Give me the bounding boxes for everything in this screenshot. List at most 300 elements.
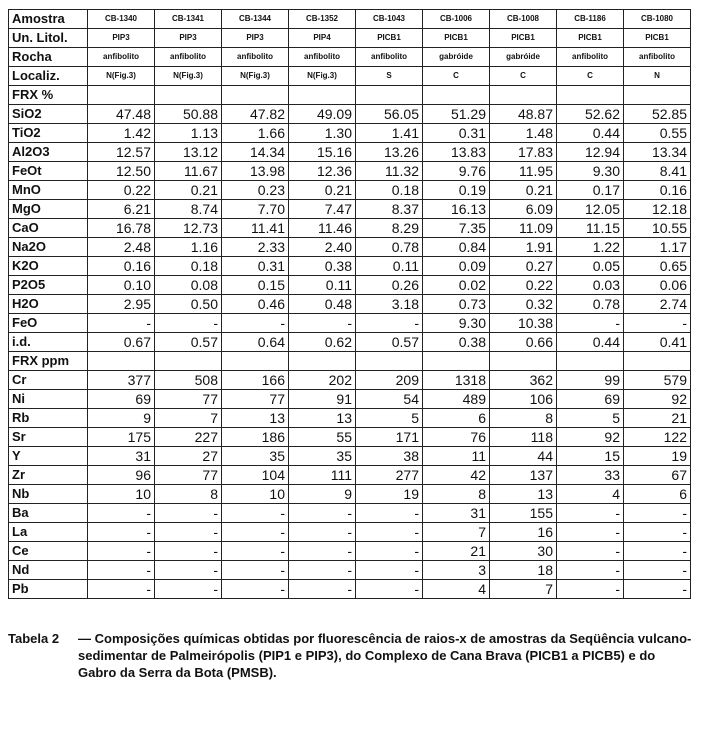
table-cell: 0.15 — [222, 276, 289, 295]
table-cell: 0.57 — [356, 333, 423, 352]
section-label: FRX % — [9, 86, 88, 105]
table-cell: anfibolito — [557, 48, 624, 67]
table-row — [9, 523, 691, 542]
table-cell: PICB1 — [557, 29, 624, 48]
table-cell: 76 — [423, 428, 490, 447]
empty-cell — [490, 86, 557, 105]
table-row — [9, 29, 691, 48]
table-cell: - — [624, 561, 691, 580]
table-cell: - — [624, 580, 691, 599]
table-cell: - — [356, 504, 423, 523]
table-cell: anfibolito — [624, 48, 691, 67]
table-cell: 7.70 — [222, 200, 289, 219]
table-cell: 11.41 — [222, 219, 289, 238]
row-label: TiO2 — [9, 124, 88, 143]
table-cell: 2.74 — [624, 295, 691, 314]
row-label: Ni — [9, 390, 88, 409]
empty-cell — [289, 352, 356, 371]
row-label: CaO — [9, 219, 88, 238]
table-cell: C — [557, 67, 624, 86]
empty-cell — [88, 352, 155, 371]
table-cell: - — [222, 542, 289, 561]
table-cell: PIP3 — [222, 29, 289, 48]
table-cell: 0.38 — [289, 257, 356, 276]
table-cell: 47.82 — [222, 105, 289, 124]
table-cell: 21 — [624, 409, 691, 428]
table-cell: 1.41 — [356, 124, 423, 143]
table-cell: 0.26 — [356, 276, 423, 295]
table-cell: 12.94 — [557, 143, 624, 162]
empty-cell — [155, 86, 222, 105]
table-cell: 2.40 — [289, 238, 356, 257]
table-cell: 155 — [490, 504, 557, 523]
table-cell: 2.95 — [88, 295, 155, 314]
table-cell: 9.30 — [423, 314, 490, 333]
table-cell: 0.73 — [423, 295, 490, 314]
table-cell: - — [624, 542, 691, 561]
table-cell: 0.50 — [155, 295, 222, 314]
table-cell: 171 — [356, 428, 423, 447]
table-cell: - — [289, 542, 356, 561]
table-cell: 137 — [490, 466, 557, 485]
table-cell: 11.09 — [490, 219, 557, 238]
table-cell: 4 — [423, 580, 490, 599]
row-label: Ce — [9, 542, 88, 561]
table-cell: 1.16 — [155, 238, 222, 257]
table-cell: 0.23 — [222, 181, 289, 200]
row-label: H2O — [9, 295, 88, 314]
empty-cell — [624, 352, 691, 371]
table-cell: 118 — [490, 428, 557, 447]
table-cell: 9 — [289, 485, 356, 504]
table-cell: - — [155, 523, 222, 542]
table-cell: 31 — [423, 504, 490, 523]
table-cell: 56.05 — [356, 105, 423, 124]
table-cell: 0.02 — [423, 276, 490, 295]
table-cell: CB-1008 — [490, 10, 557, 29]
table-cell: - — [557, 542, 624, 561]
table-row — [9, 257, 691, 276]
table-cell: PICB1 — [423, 29, 490, 48]
table-cell: PIP3 — [88, 29, 155, 48]
table-cell: 8 — [155, 485, 222, 504]
table-cell: 10.55 — [624, 219, 691, 238]
table-cell: 51.29 — [423, 105, 490, 124]
table-cell: 13.12 — [155, 143, 222, 162]
table-cell: - — [356, 580, 423, 599]
table-cell: - — [557, 504, 624, 523]
table-cell: 0.78 — [356, 238, 423, 257]
row-label: Rb — [9, 409, 88, 428]
table-cell: 4 — [557, 485, 624, 504]
table-cell: 5 — [356, 409, 423, 428]
table-cell: 67 — [624, 466, 691, 485]
table-cell: 508 — [155, 371, 222, 390]
table-row — [9, 219, 691, 238]
table-cell: 2.33 — [222, 238, 289, 257]
table-cell: 579 — [624, 371, 691, 390]
table-cell: 77 — [155, 390, 222, 409]
table-cell: 54 — [356, 390, 423, 409]
table-cell: 104 — [222, 466, 289, 485]
table-cell: 0.67 — [88, 333, 155, 352]
empty-cell — [155, 352, 222, 371]
row-label: Ba — [9, 504, 88, 523]
table-cell: 0.44 — [557, 124, 624, 143]
table-cell: - — [155, 580, 222, 599]
table-cell: 209 — [356, 371, 423, 390]
table-cell: N(Fig.3) — [222, 67, 289, 86]
row-label: Nb — [9, 485, 88, 504]
row-label: Localiz. — [9, 67, 88, 86]
table-cell: 10 — [88, 485, 155, 504]
table-cell: PICB1 — [490, 29, 557, 48]
geochemistry-table — [8, 9, 691, 599]
table-cell: 0.06 — [624, 276, 691, 295]
table-row — [9, 542, 691, 561]
table-cell: 6 — [423, 409, 490, 428]
table-cell: 377 — [88, 371, 155, 390]
table-cell: gabróide — [423, 48, 490, 67]
table-row — [9, 67, 691, 86]
table-cell: 362 — [490, 371, 557, 390]
table-cell: CB-1043 — [356, 10, 423, 29]
table-cell: 6.09 — [490, 200, 557, 219]
table-cell: N(Fig.3) — [155, 67, 222, 86]
table-cell: anfibolito — [222, 48, 289, 67]
table-cell: C — [490, 67, 557, 86]
table-cell: C — [423, 67, 490, 86]
row-label: MgO — [9, 200, 88, 219]
table-cell: 55 — [289, 428, 356, 447]
table-cell: 111 — [289, 466, 356, 485]
table-cell: 166 — [222, 371, 289, 390]
table-cell: 186 — [222, 428, 289, 447]
row-label: Amostra — [9, 10, 88, 29]
table-cell: - — [557, 561, 624, 580]
table-cell: 0.11 — [356, 257, 423, 276]
table-cell: 0.78 — [557, 295, 624, 314]
table-cell: 202 — [289, 371, 356, 390]
table-cell: 7 — [490, 580, 557, 599]
table-cell: - — [155, 504, 222, 523]
table-cell: 13 — [289, 409, 356, 428]
table-cell: 2.48 — [88, 238, 155, 257]
row-label: i.d. — [9, 333, 88, 352]
table-cell: 0.22 — [88, 181, 155, 200]
table-cell: 52.62 — [557, 105, 624, 124]
table-cell: S — [356, 67, 423, 86]
row-label: FeO — [9, 314, 88, 333]
table-cell: - — [88, 314, 155, 333]
table-cell: - — [289, 580, 356, 599]
row-label: Na2O — [9, 238, 88, 257]
table-cell: - — [222, 523, 289, 542]
table-cell: 6.21 — [88, 200, 155, 219]
table-row — [9, 124, 691, 143]
table-cell: 0.21 — [289, 181, 356, 200]
table-cell: 12.73 — [155, 219, 222, 238]
table-cell: 277 — [356, 466, 423, 485]
table-cell: 91 — [289, 390, 356, 409]
table-cell: 122 — [624, 428, 691, 447]
table-cell: 0.62 — [289, 333, 356, 352]
empty-cell — [557, 352, 624, 371]
table-cell: 12.50 — [88, 162, 155, 181]
table-cell: N(Fig.3) — [289, 67, 356, 86]
table-cell: 0.46 — [222, 295, 289, 314]
table-cell: 50.88 — [155, 105, 222, 124]
table-cell: 11.67 — [155, 162, 222, 181]
empty-cell — [557, 86, 624, 105]
table-cell: 6 — [624, 485, 691, 504]
table-cell: 0.05 — [557, 257, 624, 276]
row-label: Un. Litol. — [9, 29, 88, 48]
table-cell: - — [557, 523, 624, 542]
table-cell: 0.10 — [88, 276, 155, 295]
table-cell: 0.32 — [490, 295, 557, 314]
empty-cell — [289, 86, 356, 105]
table-cell: 31 — [88, 447, 155, 466]
table-cell: 11.46 — [289, 219, 356, 238]
row-label: FeOt — [9, 162, 88, 181]
table-cell: 8.37 — [356, 200, 423, 219]
row-label: La — [9, 523, 88, 542]
table-cell: 11 — [423, 447, 490, 466]
table-cell: - — [289, 561, 356, 580]
table-cell: 0.31 — [222, 257, 289, 276]
table-cell: 0.21 — [490, 181, 557, 200]
table-cell: - — [289, 504, 356, 523]
table-cell: 0.64 — [222, 333, 289, 352]
table-row — [9, 238, 691, 257]
table-row — [9, 371, 691, 390]
row-label: Nd — [9, 561, 88, 580]
table-row — [9, 200, 691, 219]
table-cell: 3 — [423, 561, 490, 580]
table-cell: 10 — [222, 485, 289, 504]
table-row — [9, 143, 691, 162]
table-row — [9, 181, 691, 200]
table-cell: - — [356, 542, 423, 561]
table-row — [9, 162, 691, 181]
table-cell: 175 — [88, 428, 155, 447]
table-cell: - — [289, 314, 356, 333]
table-cell: 77 — [155, 466, 222, 485]
table-cell: - — [356, 561, 423, 580]
table-cell: 0.18 — [356, 181, 423, 200]
table-cell: - — [356, 523, 423, 542]
table-cell: 48.87 — [490, 105, 557, 124]
table-row — [9, 409, 691, 428]
table-cell: PIP3 — [155, 29, 222, 48]
table-cell: 13.98 — [222, 162, 289, 181]
table-cell: 69 — [88, 390, 155, 409]
table-cell: - — [88, 504, 155, 523]
table-cell: 13.34 — [624, 143, 691, 162]
table-cell: 8.41 — [624, 162, 691, 181]
table-cell: 13 — [222, 409, 289, 428]
table-cell: 10.38 — [490, 314, 557, 333]
table-cell: anfibolito — [289, 48, 356, 67]
table-cell: 1.13 — [155, 124, 222, 143]
empty-cell — [423, 352, 490, 371]
section-row — [9, 86, 691, 105]
table-cell: 0.22 — [490, 276, 557, 295]
table-cell: 11.15 — [557, 219, 624, 238]
table-row — [9, 485, 691, 504]
table-cell: - — [557, 580, 624, 599]
table-cell: - — [88, 523, 155, 542]
table-cell: 7.35 — [423, 219, 490, 238]
table-cell: anfibolito — [88, 48, 155, 67]
table-cell: 33 — [557, 466, 624, 485]
table-cell: 35 — [289, 447, 356, 466]
table-cell: 0.09 — [423, 257, 490, 276]
table-row — [9, 10, 691, 29]
table-cell: 0.57 — [155, 333, 222, 352]
empty-cell — [222, 352, 289, 371]
table-cell: 44 — [490, 447, 557, 466]
row-label: Rocha — [9, 48, 88, 67]
table-cell: - — [222, 314, 289, 333]
section-label: FRX ppm — [9, 352, 88, 371]
row-label: Cr — [9, 371, 88, 390]
table-cell: 8.29 — [356, 219, 423, 238]
table-cell: 7.47 — [289, 200, 356, 219]
table-cell: 227 — [155, 428, 222, 447]
table-cell: CB-1352 — [289, 10, 356, 29]
table-row — [9, 504, 691, 523]
table-cell: 12.57 — [88, 143, 155, 162]
table-row — [9, 580, 691, 599]
table-cell: 1.66 — [222, 124, 289, 143]
table-cell: 16 — [490, 523, 557, 542]
table-cell: 21 — [423, 542, 490, 561]
table-cell: CB-1344 — [222, 10, 289, 29]
table-cell: 0.48 — [289, 295, 356, 314]
table-cell: PICB1 — [624, 29, 691, 48]
caption-label: Tabela 2 — [8, 631, 60, 646]
table-cell: 0.17 — [557, 181, 624, 200]
table-cell: 0.41 — [624, 333, 691, 352]
table-row — [9, 276, 691, 295]
table-cell: 77 — [222, 390, 289, 409]
table-cell: 0.11 — [289, 276, 356, 295]
table-cell: 16.78 — [88, 219, 155, 238]
table-row — [9, 333, 691, 352]
table-row — [9, 48, 691, 67]
table-cell: 0.18 — [155, 257, 222, 276]
table-cell: PIP4 — [289, 29, 356, 48]
table-cell: - — [88, 542, 155, 561]
row-label: Zr — [9, 466, 88, 485]
table-cell: 9.30 — [557, 162, 624, 181]
table-cell: 99 — [557, 371, 624, 390]
table-cell: 0.65 — [624, 257, 691, 276]
table-cell: - — [88, 580, 155, 599]
table-cell: - — [624, 314, 691, 333]
table-row — [9, 428, 691, 447]
table-cell: 27 — [155, 447, 222, 466]
table-cell: 7 — [423, 523, 490, 542]
empty-cell — [88, 86, 155, 105]
table-cell: 30 — [490, 542, 557, 561]
empty-cell — [423, 86, 490, 105]
table-cell: 19 — [624, 447, 691, 466]
table-cell: CB-1186 — [557, 10, 624, 29]
table-cell: - — [356, 314, 423, 333]
table-cell: 12.36 — [289, 162, 356, 181]
table-cell: 0.16 — [624, 181, 691, 200]
row-label: Al2O3 — [9, 143, 88, 162]
empty-cell — [222, 86, 289, 105]
table-row — [9, 447, 691, 466]
table-caption — [8, 630, 698, 681]
table-cell: 106 — [490, 390, 557, 409]
table-cell: 42 — [423, 466, 490, 485]
table-cell: 1.30 — [289, 124, 356, 143]
table-cell: gabróide — [490, 48, 557, 67]
table-cell: - — [155, 314, 222, 333]
empty-cell — [356, 86, 423, 105]
table-cell: 38 — [356, 447, 423, 466]
table-cell: - — [222, 504, 289, 523]
row-label: SiO2 — [9, 105, 88, 124]
table-cell: 8.74 — [155, 200, 222, 219]
table-cell: - — [289, 523, 356, 542]
table-cell: 0.31 — [423, 124, 490, 143]
table-cell: 16.13 — [423, 200, 490, 219]
table-cell: 92 — [624, 390, 691, 409]
table-cell: 0.21 — [155, 181, 222, 200]
table-cell: 11.95 — [490, 162, 557, 181]
table-cell: 12.18 — [624, 200, 691, 219]
table-cell: - — [155, 542, 222, 561]
table-cell: N(Fig.3) — [88, 67, 155, 86]
table-cell: 14.34 — [222, 143, 289, 162]
table-cell: 19 — [356, 485, 423, 504]
table-cell: 3.18 — [356, 295, 423, 314]
table-cell: 0.16 — [88, 257, 155, 276]
table-cell: 15 — [557, 447, 624, 466]
table-cell: 69 — [557, 390, 624, 409]
table-cell: 0.44 — [557, 333, 624, 352]
table-cell: - — [222, 561, 289, 580]
table-cell: 1.91 — [490, 238, 557, 257]
table-cell: 0.38 — [423, 333, 490, 352]
table-row — [9, 295, 691, 314]
table-row — [9, 390, 691, 409]
table-cell: 8 — [423, 485, 490, 504]
table-cell: 0.55 — [624, 124, 691, 143]
table-row — [9, 466, 691, 485]
table-cell: 7 — [155, 409, 222, 428]
table-cell: 52.85 — [624, 105, 691, 124]
empty-cell — [490, 352, 557, 371]
table-row — [9, 561, 691, 580]
table-cell: 5 — [557, 409, 624, 428]
section-row — [9, 352, 691, 371]
table-cell: - — [557, 314, 624, 333]
table-cell: - — [155, 561, 222, 580]
table-cell: N — [624, 67, 691, 86]
table-cell: 11.32 — [356, 162, 423, 181]
table-cell: CB-1006 — [423, 10, 490, 29]
empty-cell — [356, 352, 423, 371]
table-cell: - — [624, 523, 691, 542]
table-cell: 1.48 — [490, 124, 557, 143]
